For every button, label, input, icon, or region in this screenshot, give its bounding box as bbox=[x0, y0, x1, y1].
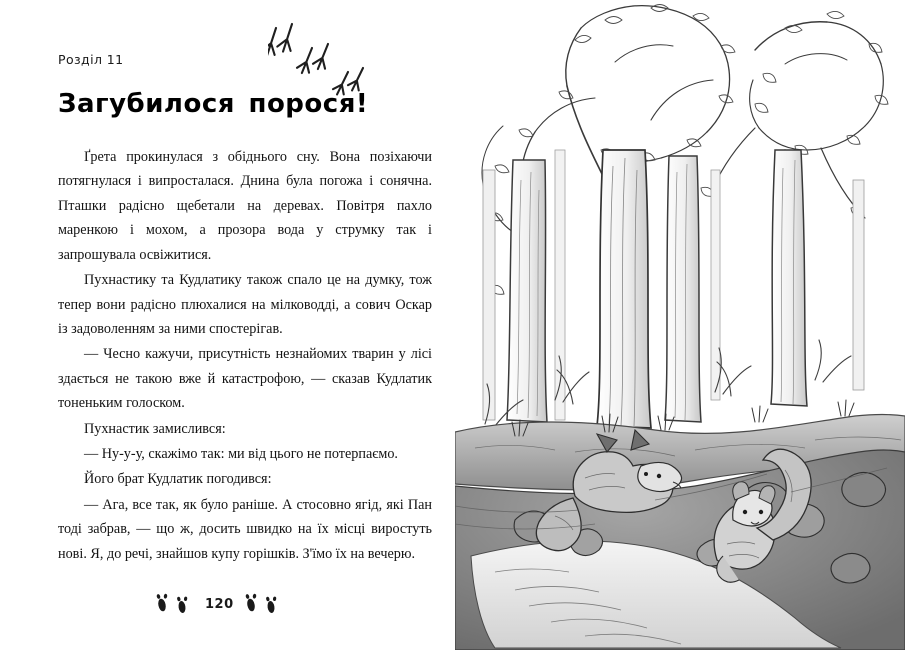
paragraph: Пухнастику та Кудлатику також спало це на думку, тож тепер вони радісно плюхалися на мілководді, а сович Оскар із задоволенням за ними спостерігав. bbox=[58, 272, 432, 337]
paw-print-icon bbox=[152, 592, 198, 616]
paragraph: Ґрета прокинулася з обіднього сну. Вона позіхаючи потягнулася і випросталася. Днина була погожа і сонячна. Пташки радісно щебетали на деревах. Повітря пахло маренкою і мохом, а прозора вода у струмку так і запрошувала освіжитися. bbox=[58, 149, 432, 263]
paragraph: Пухнастик замислився: bbox=[84, 420, 226, 437]
page-title: Загубилося порося! bbox=[58, 89, 369, 119]
paragraph: — Чесно кажучи, присутність незнайомих тварин у лісі здається не такою вже й катастрофою, — сказав Кудлатик тоненьким голоском. bbox=[58, 346, 432, 412]
page-footer bbox=[152, 592, 287, 616]
page-number: 120 bbox=[205, 596, 234, 612]
chapter-label: Розділ 11 bbox=[58, 52, 124, 67]
tree-trunks bbox=[507, 150, 807, 428]
paw-print-icon bbox=[241, 592, 287, 616]
paragraph: Його брат Кудлатик погодився: bbox=[84, 471, 272, 488]
paragraph: — Ну-у-у, скажімо так: ми від цього не потерпаємо. bbox=[84, 446, 398, 463]
paragraph: — Ага, все так, як було раніше. А стосовно ягід, які Пан тоді забрав, — що ж, досить швидко на їх місці виростуть нові. Я, до речі, знайшов купу горішків. З'їмо їх на вечерю. bbox=[58, 496, 432, 562]
text-column bbox=[58, 52, 432, 567]
chapter-illustration bbox=[455, 0, 905, 650]
